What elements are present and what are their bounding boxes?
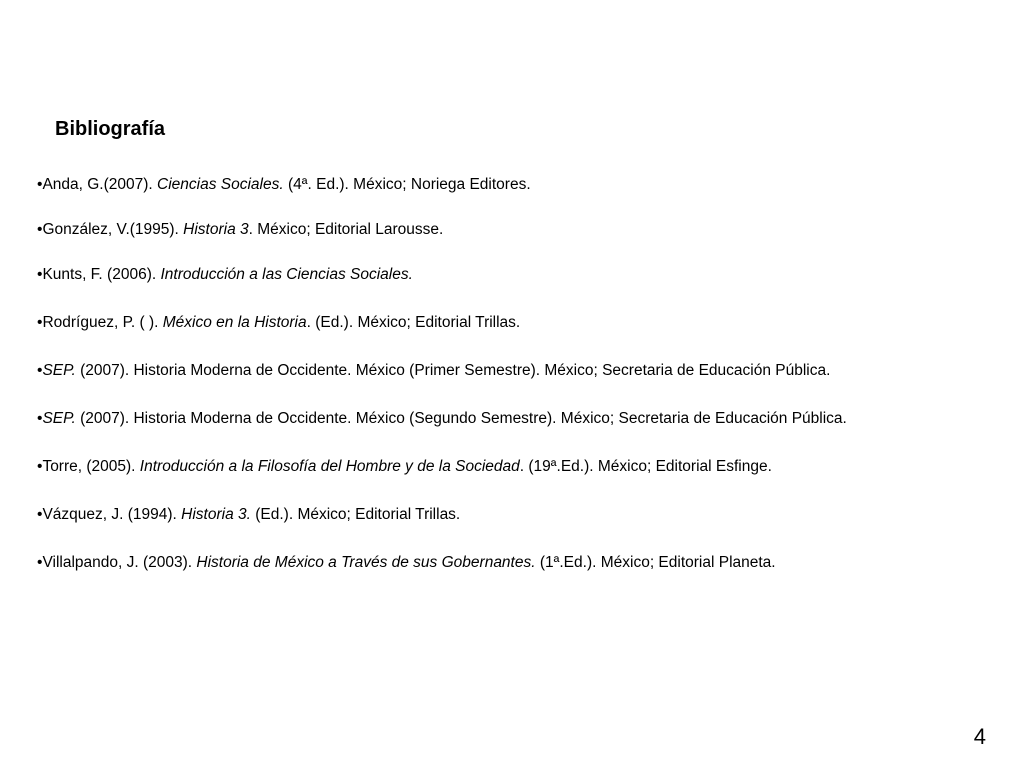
reference-item [37, 407, 967, 430]
reference-author: SEP. [42, 410, 76, 427]
reference-author: Villalpando, J. (2003). [42, 554, 197, 571]
reference-details: (2007). Historia Moderna de Occidente. México (Primer Semestre). México; Secretaria de Educación Pública. [75, 362, 831, 379]
bullet: • [37, 176, 43, 193]
reference-title: Ciencias Sociales. [157, 176, 284, 193]
reference-details: (Ed.). México; Editorial Trillas. [250, 506, 461, 523]
bullet: • [37, 410, 43, 427]
bullet: • [37, 506, 43, 523]
reference-title: Historia 3. [181, 506, 251, 523]
bullet: • [37, 314, 43, 331]
reference-item [37, 263, 967, 286]
reference-item [37, 173, 967, 196]
reference-title: México en la Historia [162, 314, 307, 331]
reference-item [37, 551, 967, 574]
reference-details: . México; Editorial Larousse. [248, 221, 444, 238]
reference-details: . (19ª.Ed.). México; Editorial Esfinge. [519, 458, 772, 475]
reference-details: (1ª.Ed.). México; Editorial Planeta. [535, 554, 776, 571]
reference-item [37, 455, 967, 478]
slide-title: Bibliografía [55, 118, 166, 140]
reference-author: Rodríguez, P. ( ). [42, 314, 163, 331]
reference-author: Vázquez, J. (1994). [42, 506, 182, 523]
bullet: • [37, 362, 43, 379]
reference-item [37, 359, 967, 382]
reference-item [37, 218, 967, 241]
reference-title: Introducción a las Ciencias Sociales. [160, 266, 413, 283]
reference-item [37, 311, 967, 334]
reference-title: Historia 3 [183, 221, 249, 238]
bibliography-list [37, 173, 967, 599]
bullet: • [37, 266, 43, 283]
page-number: 4 [973, 724, 986, 749]
reference-details: (2007). Historia Moderna de Occidente. México (Segundo Semestre). México; Secretaria de Educación Pública. [75, 410, 847, 427]
bullet: • [37, 554, 43, 571]
reference-author: Kunts, F. (2006). [42, 266, 161, 283]
bullet: • [37, 458, 43, 475]
reference-author: Torre, (2005). [42, 458, 140, 475]
reference-item [37, 503, 967, 526]
reference-author: SEP. [42, 362, 76, 379]
reference-details: (4ª. Ed.). México; Noriega Editores. [283, 176, 531, 193]
reference-title: Introducción a la Filosofía del Hombre y de la Sociedad [139, 458, 520, 475]
bullet: • [37, 221, 43, 238]
reference-title: Historia de México a Través de sus Gobernantes. [196, 554, 536, 571]
reference-author: González, V.(1995). [42, 221, 184, 238]
reference-details: . (Ed.). México; Editorial Trillas. [306, 314, 521, 331]
reference-author: Anda, G.(2007). [42, 176, 158, 193]
